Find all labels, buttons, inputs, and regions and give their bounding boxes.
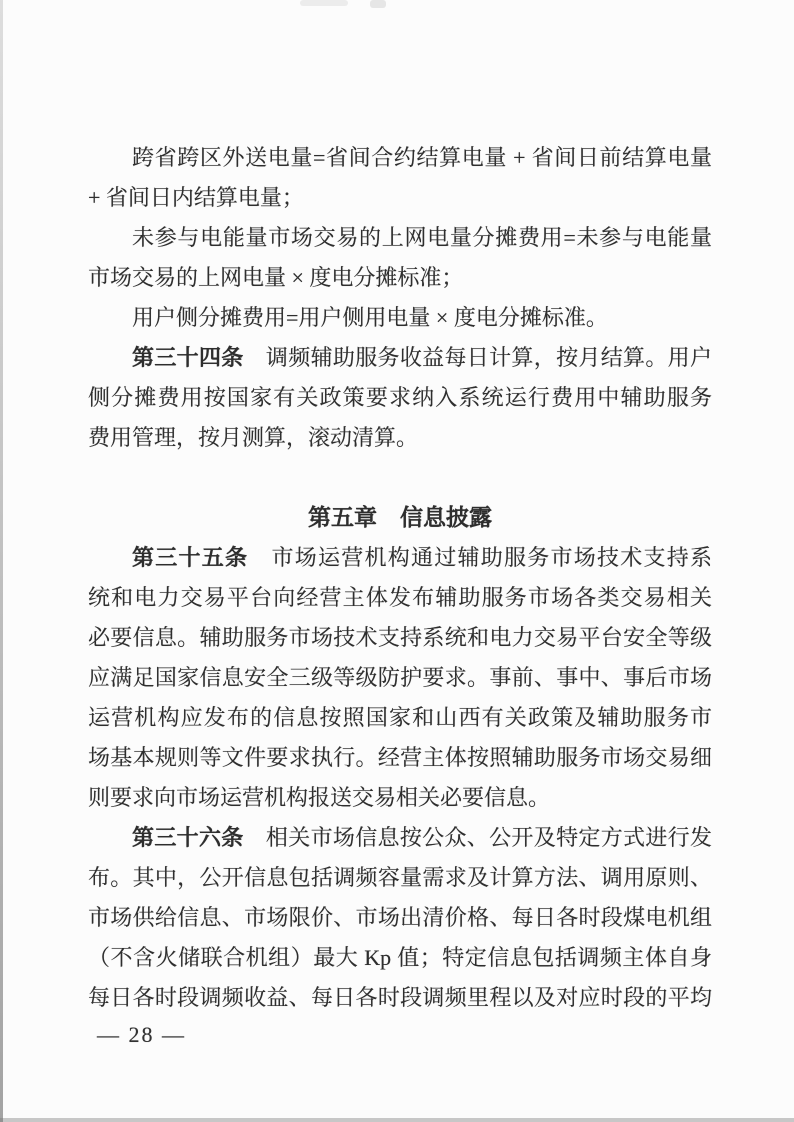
- body-line: [88, 702, 712, 734]
- body-line: [88, 742, 712, 774]
- body-text: 应满足国家信息安全三级等级防护要求。事前、事中、事后市场: [88, 665, 712, 690]
- body-line: [88, 222, 712, 254]
- body-text: 市场交易的上网电量 × 度电分摊标准；: [88, 265, 464, 290]
- body-line: [88, 582, 712, 614]
- body-text: 布。其中，公开信息包括调频容量需求及计算方法、调用原则、: [88, 865, 712, 890]
- body-line: [88, 382, 712, 414]
- body-text: + 省间日内结算电量；: [88, 185, 304, 210]
- body-text: 跨省跨区外送电量=省间合约结算电量 + 省间日前结算电量: [132, 145, 712, 170]
- body-line-article-34: [88, 342, 712, 374]
- body-line: [88, 782, 712, 814]
- scan-smudge: [370, 0, 386, 8]
- body-text: 统和电力交易平台向经营主体发布辅助服务市场各类交易相关: [88, 585, 712, 610]
- article-number: 第三十五条: [132, 545, 249, 570]
- body-text: 场基本规则等文件要求执行。经营主体按照辅助服务市场交易细: [88, 745, 712, 770]
- body-text: 必要信息。辅助服务市场技术支持系统和电力交易平台安全等级: [88, 625, 712, 650]
- body-line: [88, 862, 712, 894]
- scan-edge-artifact-bottom: [0, 1118, 794, 1122]
- body-text: 相关市场信息按公众、公开及特定方式进行发: [243, 825, 712, 850]
- body-text: （不含火储联合机组）最大 Kp 值；特定信息包括调频主体自身: [88, 945, 712, 970]
- body-text: 侧分摊费用按国家有关政策要求纳入系统运行费用中辅助服务: [88, 385, 712, 410]
- body-text: 调频辅助服务收益每日计算，按月结算。用户: [243, 345, 712, 370]
- body-text: 费用管理，按月测算，滚动清算。: [88, 425, 419, 450]
- chapter-heading: 第五章 信息披露: [308, 504, 492, 530]
- article-number: 第三十六条: [132, 825, 244, 850]
- body-text: 市场供给信息、市场限价、市场出清价格、每日各时段煤电机组: [88, 905, 712, 930]
- body-line: [88, 902, 712, 934]
- body-line: [88, 662, 712, 694]
- body-line: [88, 142, 712, 174]
- body-line: [88, 262, 712, 294]
- scan-smudge: [300, 0, 348, 6]
- body-line: [88, 182, 712, 214]
- body-text: 未参与电能量市场交易的上网电量分摊费用=未参与电能量: [132, 225, 712, 250]
- article-number: 第三十四条: [132, 345, 244, 370]
- body-text: 每日各时段调频收益、每日各时段调频里程以及对应时段的平均: [88, 985, 712, 1010]
- scan-edge-artifact-left: [0, 0, 3, 1122]
- body-line: [88, 302, 712, 334]
- body-text: 用户侧分摊费用=用户侧用电量 × 度电分摊标准。: [132, 305, 608, 330]
- body-line: [88, 622, 712, 654]
- body-line: [88, 942, 712, 974]
- body-line-article-36: [88, 822, 712, 854]
- body-text: 运营机构应发布的信息按照国家和山西有关政策及辅助服务市: [88, 705, 712, 730]
- body-text: 市场运营机构通过辅助服务市场技术支持系: [248, 545, 712, 570]
- body-line: [88, 422, 712, 454]
- page-number: — 28 —: [97, 1022, 186, 1047]
- body-line: [88, 982, 712, 1014]
- body-text: 则要求向市场运营机构报送交易相关必要信息。: [88, 785, 551, 810]
- body-line-article-35: [88, 542, 712, 574]
